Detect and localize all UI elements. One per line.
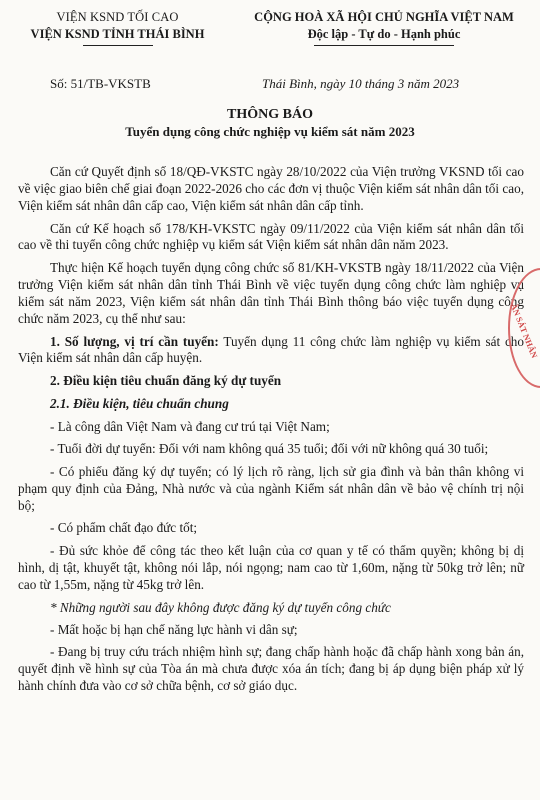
- document-subtitle: Tuyển dụng công chức nghiệp vụ kiểm sát năm 2023: [125, 124, 415, 139]
- exclusion-criminal: - Đang bị truy cứu trách nhiệm hình sự; đang chấp hành hoặc đã chấp hành xong bản án, quyết định về hình sự của Tòa án mà chưa được xóa án tích; đang bị áp dụng biện pháp xử lý hành chính đưa vào cơ sở chữa bệnh, cơ sở giáo dục.: [18, 644, 524, 694]
- national-block: [228, 9, 540, 46]
- agency-parent: VIỆN KSND TỐI CAO: [56, 10, 179, 24]
- section-1-heading: 1. Số lượng, vị trí cần tuyển:: [50, 333, 219, 349]
- agency-underline: [83, 45, 153, 46]
- national-motto: Độc lập - Tự do - Hạnh phúc: [307, 27, 461, 41]
- condition-citizenship: - Là công dân Việt Nam và đang cư trú tại Việt Nam;: [50, 418, 330, 434]
- condition-ethics: - Có phẩm chất đạo đức tốt;: [50, 520, 198, 536]
- document-title: THÔNG BÁO: [227, 107, 313, 122]
- exclusion-heading: * Những người sau đây không được đăng ký dự tuyển công chức: [50, 599, 391, 615]
- document-body: [18, 164, 524, 701]
- condition-background: - Có phiếu đăng ký dự tuyển; có lý lịch rõ ràng, lịch sử gia đình và bản thân không vi phạm quy định của Đảng, Nhà nước và của ngành Kiểm sát nhân dân về bảo vệ chính trị nội bộ;: [18, 463, 524, 513]
- agency-name: VIỆN KSND TỈNH THÁI BÌNH: [30, 27, 205, 41]
- place-date: Thái Bình, ngày 10 tháng 3 năm 2023: [262, 76, 460, 91]
- section-1: [18, 334, 524, 368]
- condition-age: - Tuổi đời dự tuyển: Đối với nam không quá 35 tuổi; đối với nữ không quá 30 tuổi;: [50, 441, 489, 457]
- exclusion-civil-capacity: - Mất hoặc bị hạn chế năng lực hành vi dân sự;: [50, 622, 298, 638]
- national-title: CỘNG HOÀ XÃ HỘI CHỦ NGHĨA VIỆT NAM: [254, 10, 514, 24]
- paragraph-implementation: Thực hiện Kế hoạch tuyển dụng công chức số 81/KH-VKSTB ngày 18/11/2022 của Viện trưởng Viện kiểm sát nhân dân tỉnh Thái Bình về việc tuyển dụng công chức làm nghiệp vụ kiểm sát năm 2023, Viện kiểm sát nhân dân tỉnh Thái Bình thông báo việc tuyển dụng công chức năm 2023, cụ thể như sau:: [18, 260, 524, 326]
- agency-block: [10, 9, 225, 46]
- condition-health: - Đủ sức khỏe để công tác theo kết luận của cơ quan y tế có thẩm quyền; không bị dị hình, dị tật, khuyết tật, không nói lắp, nói ngọng; nam cao từ 1,60m, nặng từ 50kg trở lên; nữ cao từ 1,55m, nặng từ 45kg trở lên.: [18, 543, 524, 592]
- document-number: Số: 51/TB-VKSTB: [50, 76, 151, 91]
- paragraph-legal-basis-1: Căn cứ Quyết định số 18/QĐ-VKSTC ngày 28/10/2022 của Viện trưởng VKSND tối cao về việc giao biên chế giai đoạn 2022-2026 cho các đơn vị thuộc Viện kiểm sát nhân dân tối cao, Viện kiểm sát nhân dân cấp cao, Viện kiểm sát nhân dân cấp tỉnh.: [18, 164, 524, 213]
- section-2-1-heading: 2.1. Điều kiện, tiêu chuẩn chung: [50, 395, 229, 411]
- motto-underline: [314, 45, 454, 46]
- paragraph-legal-basis-2: Căn cứ Kế hoạch số 178/KH-VKSTC ngày 09/11/2022 của Viện kiểm sát nhân dân tối cao về thi tuyển công chức nghiệp vụ kiểm sát Viện kiểm sát nhân dân năm 2023.: [18, 220, 524, 253]
- section-1-text: Tuyển dụng 11 công chức làm nghiệp vụ kiểm sát cho Viện kiểm sát nhân dân cấp huyện.: [18, 333, 524, 366]
- section-2-heading: 2. Điều kiện tiêu chuẩn đăng ký dự tuyển: [50, 373, 282, 389]
- seal-text: ÂN SÁT NHÂN: [508, 302, 540, 360]
